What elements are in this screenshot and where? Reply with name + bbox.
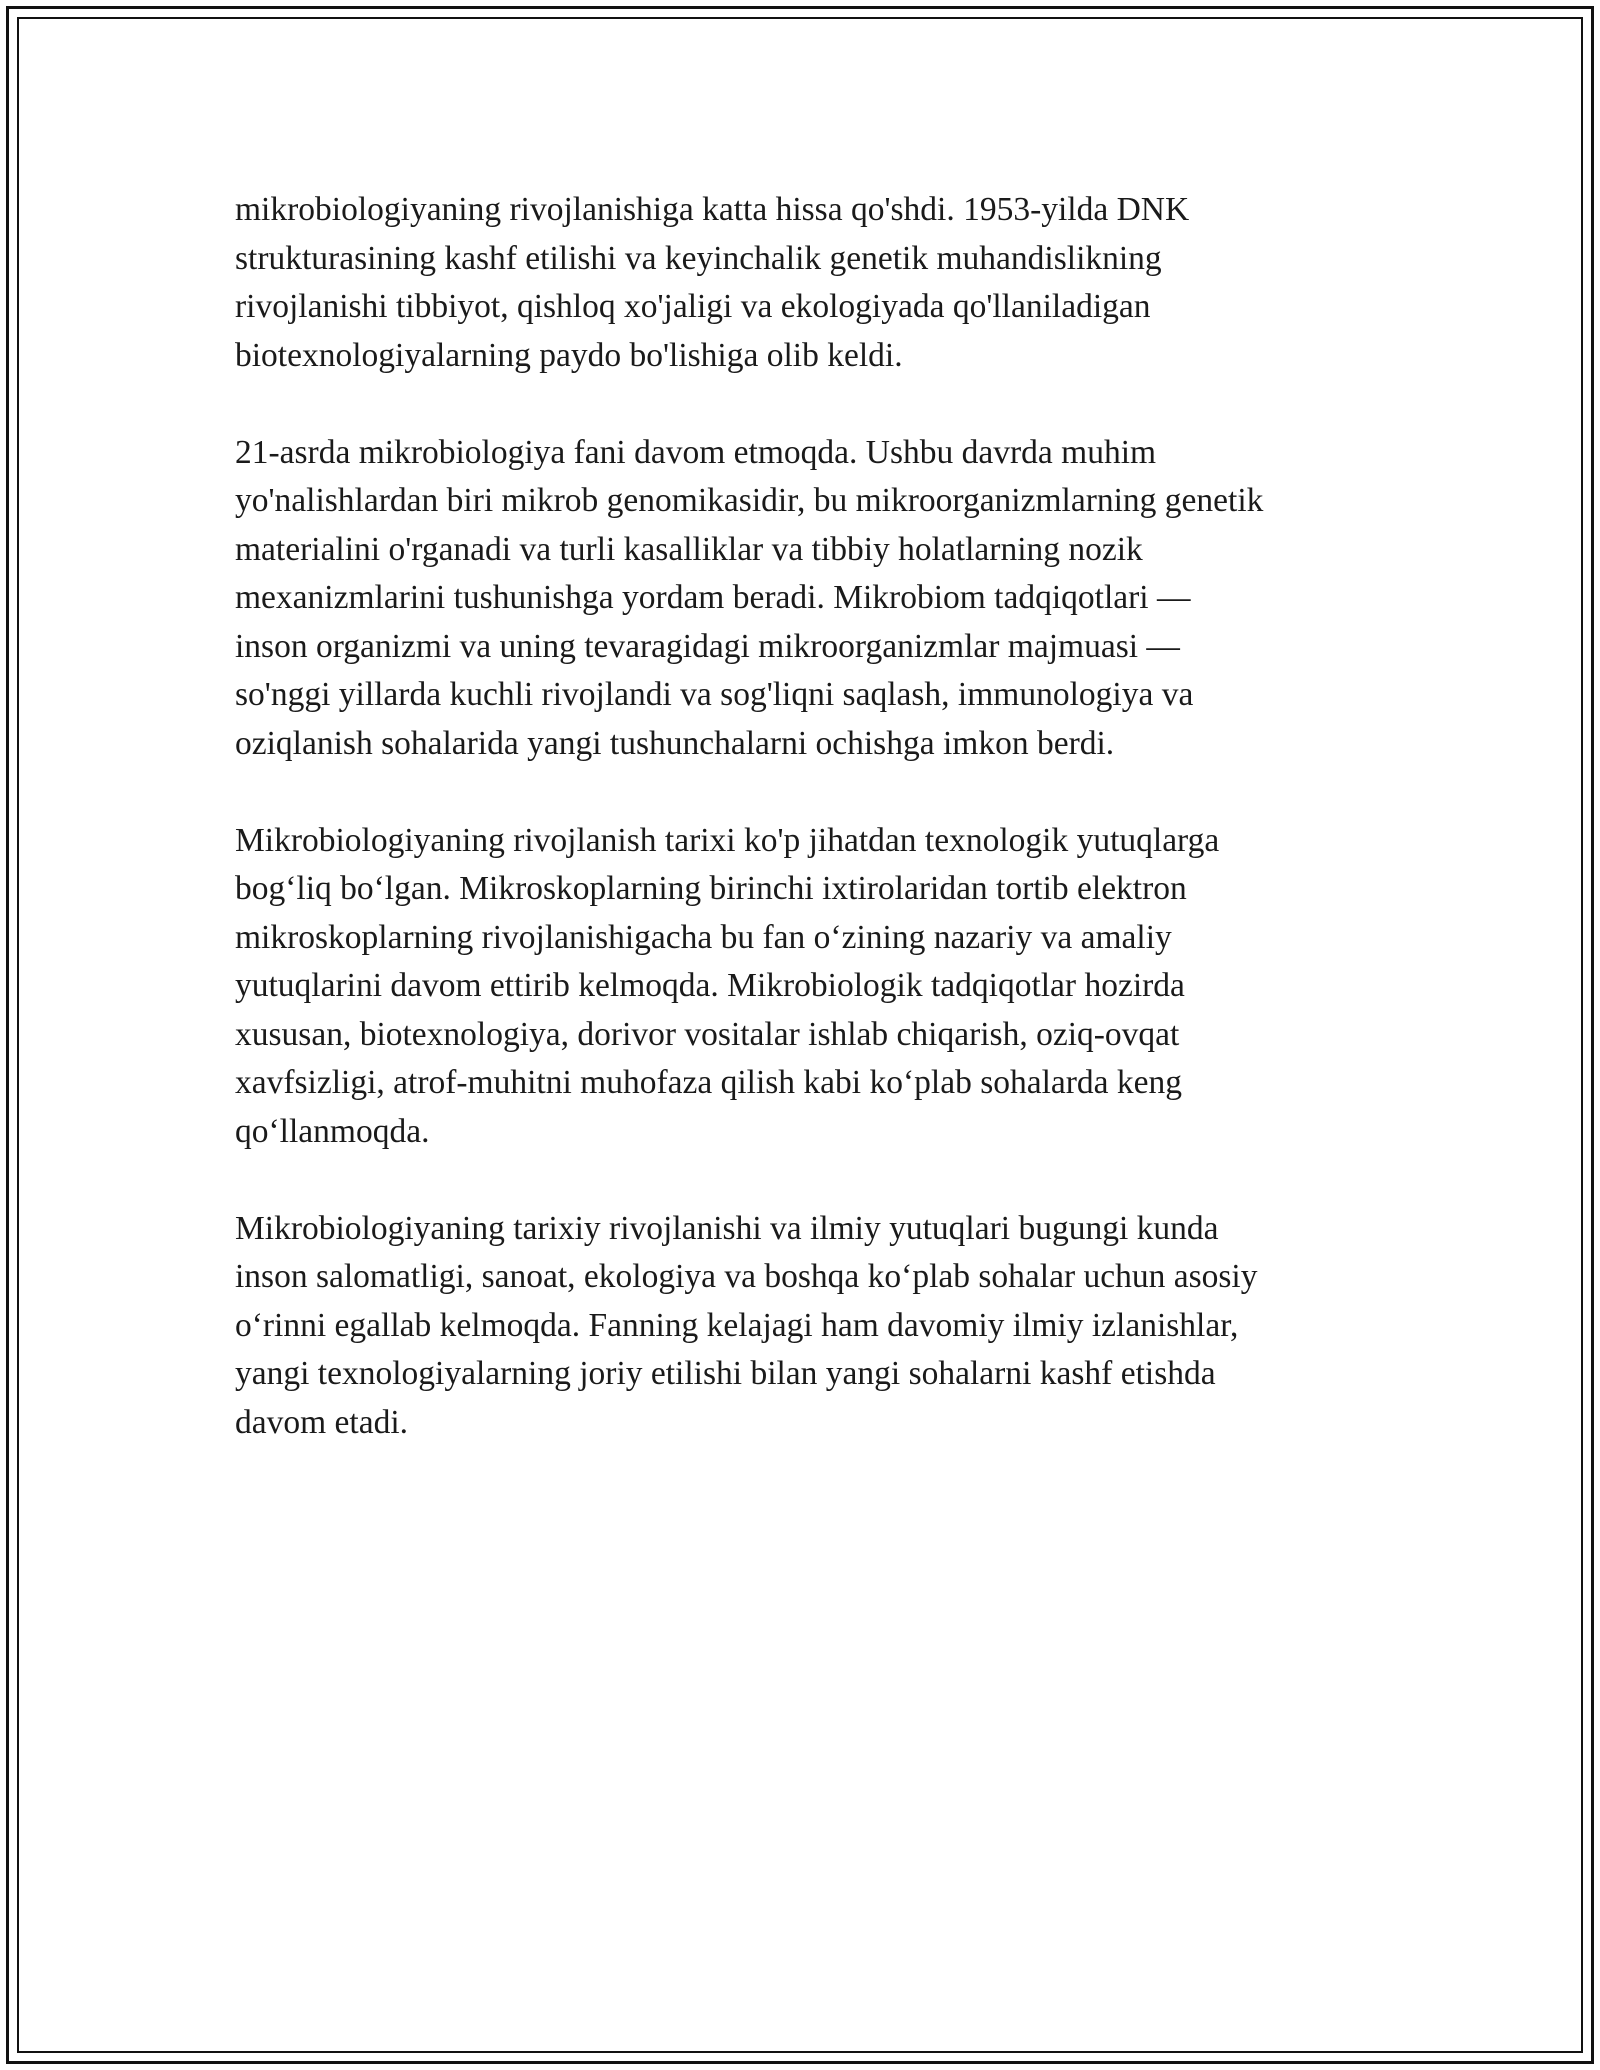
- paragraph-history-technology: Mikrobiologiyaning rivojlanish tarixi ko'p jihatdan texnologik yutuqlarga bog‘liq bo‘lgan. Mikroskoplarning birinchi ixtirolaridan tortib elektron mikroskoplarning rivojlanishigacha bu fan o‘zining nazariy va amaliy yutuqlarini davom ettirib kelmoqda. Mikrobiologik tadqiqotlar hozirda xususan, biotexnologiya, dorivor vositalar ishlab chiqarish, oziq-ovqat xavfsizligi, atrof-muhitni muhofaza qilish kabi ko‘plab sohalarda keng qo‘llanmoqda.: [235, 821, 1220, 1150]
- paragraph-21st-century: 21-asrda mikrobiologiya fani davom etmoqda. Ushbu davrda muhim yo'nalishlardan biri mikrob genomikasidir, bu mikroorganizmlarning genetik materialini o'rganadi va turli kasalliklar va tibbiy holatlarning nozik mexanizmlarini tushunishga yordam beradi. Mikrobiom tadqiqotlari — inson organizmi va uning tevaragidagi mikroorganizmlar majmuasi — so'nggi yillarda kuchli rivojlandi va sog'liqni saqlash, immunologiya va oziqlanish sohalarida yangi tushunchalarni ochishga imkon berdi.: [235, 433, 1264, 762]
- paragraph-conclusion: Mikrobiologiyaning tarixiy rivojlanishi va ilmiy yutuqlari bugungi kunda inson salomatligi, sanoat, ekologiya va boshqa ko‘plab sohalar uchun asosiy o‘rinni egallab kelmoqda. Fanning kelajagi ham davomiy ilmiy izlanishlar, yangi texnologiyalarning joriy etilishi bilan yangi sohalarni kashf etishda davom etadi.: [235, 1209, 1258, 1441]
- paragraph-genetic-engineering: mikrobiologiyaning rivojlanishiga katta hissa qo'shdi. 1953-yilda DNK strukturasining kashf etilishi va keyinchalik genetik muhandislikning rivojlanishi tibbiyot, qishloq xo'jaligi va ekologiyada qo'llaniladigan biotexnologiyalarning paydo bo'lishiga olib keldi.: [235, 191, 1190, 374]
- document-body: [235, 186, 1385, 1496]
